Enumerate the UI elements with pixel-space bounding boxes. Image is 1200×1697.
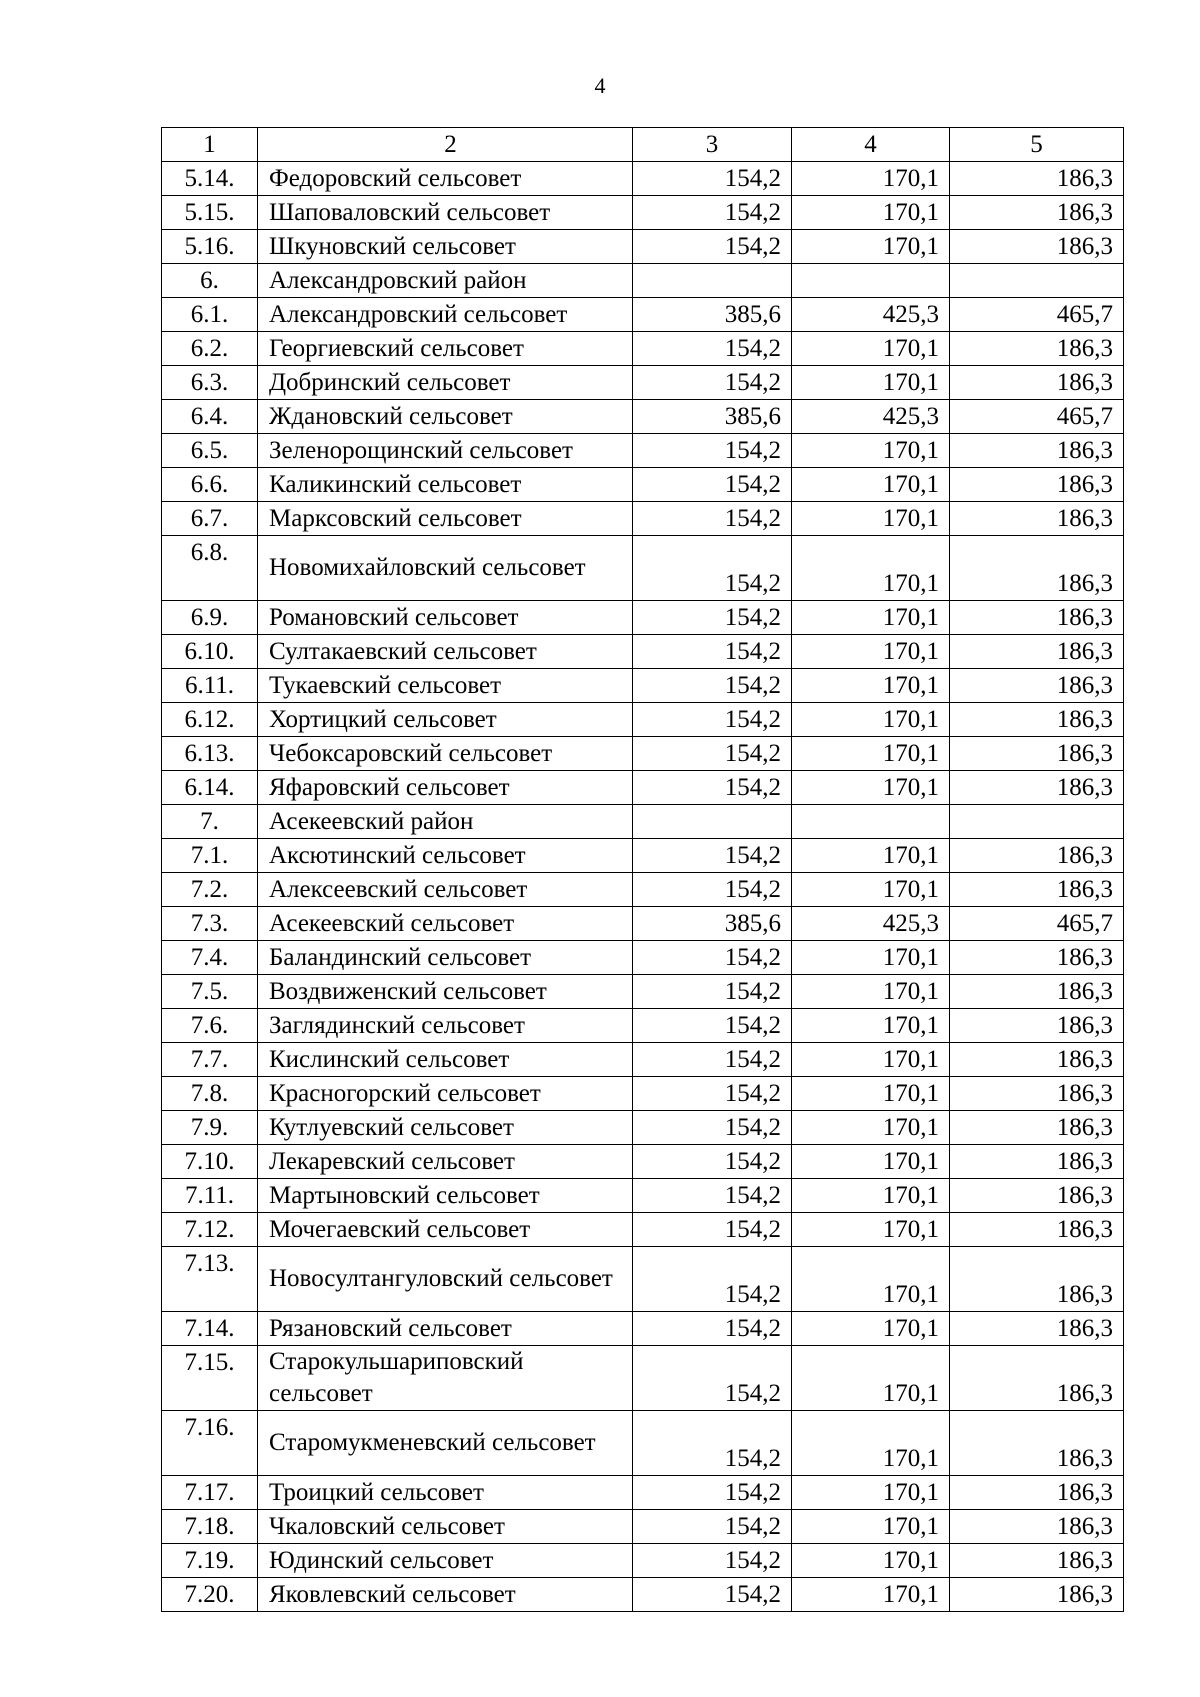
row-number-cell: 7.5.	[162, 975, 258, 1009]
row-value-3-cell: 154,2	[633, 536, 792, 601]
row-value-3-cell: 154,2	[633, 703, 792, 737]
row-name-cell: Асекеевский район	[258, 805, 633, 839]
table-row	[162, 1111, 1124, 1145]
row-number-cell: 7.6.	[162, 1009, 258, 1043]
row-number-cell: 7.15.	[162, 1346, 258, 1411]
row-name-cell: Георгиевский сельсовет	[258, 332, 633, 366]
table-row	[162, 502, 1124, 536]
row-name-cell: Новомихайловский сельсовет	[258, 536, 633, 601]
row-number-cell: 5.14.	[162, 162, 258, 196]
row-name-cell: Асекеевский сельсовет	[258, 907, 633, 941]
data-table	[161, 127, 1124, 1612]
row-name-cell: Мочегаевский сельсовет	[258, 1213, 633, 1247]
row-number-cell: 6.1.	[162, 298, 258, 332]
row-number-cell: 6.14.	[162, 771, 258, 805]
table-row	[162, 703, 1124, 737]
row-number-cell: 5.16.	[162, 230, 258, 264]
row-value-3-cell: 154,2	[633, 230, 792, 264]
row-value-4-cell	[792, 805, 950, 839]
row-value-3-cell: 154,2	[633, 502, 792, 536]
row-value-4-cell: 425,3	[792, 400, 950, 434]
table-row	[162, 1145, 1124, 1179]
row-name-cell: Каликинский сельсовет	[258, 468, 633, 502]
row-value-5-cell: 465,7	[950, 298, 1124, 332]
row-value-3-cell: 154,2	[633, 1510, 792, 1544]
row-value-4-cell: 170,1	[792, 196, 950, 230]
row-value-3-cell: 154,2	[633, 366, 792, 400]
row-value-4-cell: 170,1	[792, 1578, 950, 1612]
row-value-5-cell: 186,3	[950, 196, 1124, 230]
row-value-3-cell: 154,2	[633, 1411, 792, 1476]
row-value-3-cell: 154,2	[633, 332, 792, 366]
row-value-5-cell: 186,3	[950, 635, 1124, 669]
table-row	[162, 1578, 1124, 1612]
table-row	[162, 264, 1124, 298]
row-number-cell: 6.9.	[162, 601, 258, 635]
table-row	[162, 907, 1124, 941]
row-value-3-cell: 154,2	[633, 839, 792, 873]
row-value-3-cell: 154,2	[633, 196, 792, 230]
table-body	[162, 128, 1124, 1612]
row-value-4-cell: 170,1	[792, 601, 950, 635]
row-value-4-cell: 170,1	[792, 1346, 950, 1411]
row-name-cell: Александровский район	[258, 264, 633, 298]
row-value-5-cell: 186,3	[950, 975, 1124, 1009]
row-value-5-cell: 186,3	[950, 1213, 1124, 1247]
table-row	[162, 1476, 1124, 1510]
row-name-cell: Чебоксаровский сельсовет	[258, 737, 633, 771]
row-name-cell: Старокульшариповский сельсовет	[258, 1346, 633, 1411]
row-name-cell: Кутлуевский сельсовет	[258, 1111, 633, 1145]
row-value-5-cell: 186,3	[950, 1179, 1124, 1213]
row-value-5-cell: 186,3	[950, 536, 1124, 601]
row-name-cell: Яфаровский сельсовет	[258, 771, 633, 805]
row-name-cell: Шкуновский сельсовет	[258, 230, 633, 264]
row-value-5-cell: 186,3	[950, 468, 1124, 502]
row-name-cell: Романовский сельсовет	[258, 601, 633, 635]
row-value-3-cell: 154,2	[633, 162, 792, 196]
row-value-3-cell: 154,2	[633, 771, 792, 805]
row-value-3-cell: 154,2	[633, 1145, 792, 1179]
row-value-3-cell: 154,2	[633, 1544, 792, 1578]
row-value-5-cell: 186,3	[950, 1544, 1124, 1578]
row-value-5-cell: 465,7	[950, 907, 1124, 941]
row-value-4-cell: 170,1	[792, 1544, 950, 1578]
header-cell-3: 3	[633, 128, 792, 162]
row-value-4-cell: 170,1	[792, 1312, 950, 1346]
row-value-5-cell: 186,3	[950, 1111, 1124, 1145]
row-name-cell: Шаповаловский сельсовет	[258, 196, 633, 230]
table-row	[162, 1510, 1124, 1544]
row-value-4-cell: 170,1	[792, 230, 950, 264]
row-name-cell: Марксовский сельсовет	[258, 502, 633, 536]
row-value-3-cell: 154,2	[633, 1077, 792, 1111]
row-value-4-cell: 170,1	[792, 635, 950, 669]
row-value-4-cell: 170,1	[792, 434, 950, 468]
row-number-cell: 7.17.	[162, 1476, 258, 1510]
row-number-cell: 7.13.	[162, 1247, 258, 1312]
table-row	[162, 601, 1124, 635]
row-value-3-cell: 154,2	[633, 1346, 792, 1411]
table-row	[162, 1312, 1124, 1346]
row-number-cell: 6.13.	[162, 737, 258, 771]
table-row	[162, 400, 1124, 434]
row-value-4-cell: 170,1	[792, 1213, 950, 1247]
row-value-3-cell: 154,2	[633, 1179, 792, 1213]
header-cell-5: 5	[950, 128, 1124, 162]
row-value-5-cell: 186,3	[950, 601, 1124, 635]
row-value-5-cell: 186,3	[950, 1043, 1124, 1077]
row-number-cell: 6.12.	[162, 703, 258, 737]
row-value-4-cell: 170,1	[792, 502, 950, 536]
row-value-5-cell: 186,3	[950, 873, 1124, 907]
table-row	[162, 1213, 1124, 1247]
row-value-5-cell: 186,3	[950, 1578, 1124, 1612]
row-value-5-cell: 186,3	[950, 1009, 1124, 1043]
row-value-5-cell: 186,3	[950, 502, 1124, 536]
row-value-4-cell: 170,1	[792, 332, 950, 366]
row-value-3-cell: 154,2	[633, 737, 792, 771]
row-value-5-cell: 186,3	[950, 839, 1124, 873]
row-value-4-cell: 170,1	[792, 703, 950, 737]
row-value-4-cell: 170,1	[792, 941, 950, 975]
row-name-cell: Юдинский сельсовет	[258, 1544, 633, 1578]
row-number-cell: 6.5.	[162, 434, 258, 468]
row-value-3-cell: 154,2	[633, 1213, 792, 1247]
row-value-5-cell	[950, 264, 1124, 298]
row-number-cell: 7.10.	[162, 1145, 258, 1179]
table-row	[162, 941, 1124, 975]
row-value-4-cell: 170,1	[792, 366, 950, 400]
row-number-cell: 7.4.	[162, 941, 258, 975]
row-value-5-cell: 186,3	[950, 1077, 1124, 1111]
row-name-cell: Мартыновский сельсовет	[258, 1179, 633, 1213]
row-name-cell: Троицкий сельсовет	[258, 1476, 633, 1510]
row-value-3-cell	[633, 264, 792, 298]
row-value-5-cell	[950, 805, 1124, 839]
row-value-4-cell: 170,1	[792, 1476, 950, 1510]
row-name-cell: Заглядинский сельсовет	[258, 1009, 633, 1043]
row-value-4-cell: 170,1	[792, 468, 950, 502]
row-value-3-cell: 154,2	[633, 1043, 792, 1077]
row-value-3-cell: 154,2	[633, 873, 792, 907]
row-value-3-cell: 154,2	[633, 669, 792, 703]
row-number-cell: 7.20.	[162, 1578, 258, 1612]
table-row	[162, 1077, 1124, 1111]
row-value-4-cell: 170,1	[792, 1179, 950, 1213]
row-number-cell: 6.3.	[162, 366, 258, 400]
row-number-cell: 7.16.	[162, 1411, 258, 1476]
row-name-cell: Яковлевский сельсовет	[258, 1578, 633, 1612]
row-value-5-cell: 186,3	[950, 1411, 1124, 1476]
row-value-3-cell: 385,6	[633, 400, 792, 434]
row-value-5-cell: 186,3	[950, 1476, 1124, 1510]
row-value-5-cell: 186,3	[950, 366, 1124, 400]
row-value-4-cell: 170,1	[792, 536, 950, 601]
row-number-cell: 7.8.	[162, 1077, 258, 1111]
row-name-cell: Хортицкий сельсовет	[258, 703, 633, 737]
table-row	[162, 839, 1124, 873]
table-row	[162, 771, 1124, 805]
row-value-3-cell: 154,2	[633, 601, 792, 635]
row-value-4-cell: 425,3	[792, 298, 950, 332]
row-value-4-cell: 170,1	[792, 737, 950, 771]
row-value-3-cell: 154,2	[633, 1247, 792, 1312]
row-value-4-cell: 170,1	[792, 1411, 950, 1476]
row-name-cell: Алексеевский сельсовет	[258, 873, 633, 907]
table-row	[162, 669, 1124, 703]
row-value-5-cell: 465,7	[950, 400, 1124, 434]
row-value-4-cell: 170,1	[792, 975, 950, 1009]
row-name-cell: Зеленорощинский сельсовет	[258, 434, 633, 468]
row-value-5-cell: 186,3	[950, 941, 1124, 975]
row-number-cell: 7.2.	[162, 873, 258, 907]
row-value-4-cell: 425,3	[792, 907, 950, 941]
table-row	[162, 737, 1124, 771]
header-cell-2: 2	[258, 128, 633, 162]
header-cell-1: 1	[162, 128, 258, 162]
row-number-cell: 7.9.	[162, 1111, 258, 1145]
table-row	[162, 1247, 1124, 1312]
table-row	[162, 332, 1124, 366]
table-row	[162, 1544, 1124, 1578]
row-value-3-cell: 154,2	[633, 941, 792, 975]
table-row	[162, 536, 1124, 601]
row-number-cell: 7.7.	[162, 1043, 258, 1077]
table-row	[162, 1346, 1124, 1411]
table-row	[162, 1009, 1124, 1043]
row-value-3-cell: 154,2	[633, 1312, 792, 1346]
row-name-cell: Федоровский сельсовет	[258, 162, 633, 196]
row-value-5-cell: 186,3	[950, 737, 1124, 771]
row-name-cell: Чкаловский сельсовет	[258, 1510, 633, 1544]
row-value-4-cell: 170,1	[792, 1247, 950, 1312]
row-value-4-cell: 170,1	[792, 771, 950, 805]
row-number-cell: 6.10.	[162, 635, 258, 669]
row-value-4-cell: 170,1	[792, 839, 950, 873]
row-value-3-cell	[633, 805, 792, 839]
table-row	[162, 635, 1124, 669]
row-number-cell: 6.7.	[162, 502, 258, 536]
row-value-3-cell: 154,2	[633, 434, 792, 468]
table-row	[162, 196, 1124, 230]
row-value-4-cell: 170,1	[792, 1510, 950, 1544]
table-row	[162, 162, 1124, 196]
row-name-cell: Старомукменевский сельсовет	[258, 1411, 633, 1476]
row-value-4-cell: 170,1	[792, 1145, 950, 1179]
row-number-cell: 7.19.	[162, 1544, 258, 1578]
row-value-4-cell: 170,1	[792, 669, 950, 703]
row-number-cell: 6.8.	[162, 536, 258, 601]
row-value-3-cell: 154,2	[633, 468, 792, 502]
row-value-5-cell: 186,3	[950, 1247, 1124, 1312]
row-value-5-cell: 186,3	[950, 1346, 1124, 1411]
row-number-cell: 7.	[162, 805, 258, 839]
row-value-5-cell: 186,3	[950, 669, 1124, 703]
row-number-cell: 5.15.	[162, 196, 258, 230]
row-number-cell: 6.11.	[162, 669, 258, 703]
row-value-4-cell: 170,1	[792, 162, 950, 196]
row-number-cell: 6.	[162, 264, 258, 298]
table-row	[162, 434, 1124, 468]
table-row	[162, 1179, 1124, 1213]
row-value-3-cell: 154,2	[633, 635, 792, 669]
header-cell-4: 4	[792, 128, 950, 162]
table-row	[162, 1043, 1124, 1077]
row-name-cell: Аксютинский сельсовет	[258, 839, 633, 873]
row-name-cell: Рязановский сельсовет	[258, 1312, 633, 1346]
row-number-cell: 7.1.	[162, 839, 258, 873]
table-row	[162, 1411, 1124, 1476]
row-value-4-cell: 170,1	[792, 1077, 950, 1111]
row-value-4-cell: 170,1	[792, 873, 950, 907]
table-row	[162, 805, 1124, 839]
row-number-cell: 7.14.	[162, 1312, 258, 1346]
row-name-cell: Новосултангуловский сельсовет	[258, 1247, 633, 1312]
row-value-3-cell: 385,6	[633, 298, 792, 332]
row-number-cell: 7.3.	[162, 907, 258, 941]
row-value-4-cell: 170,1	[792, 1111, 950, 1145]
row-value-5-cell: 186,3	[950, 162, 1124, 196]
row-value-4-cell: 170,1	[792, 1043, 950, 1077]
row-value-3-cell: 154,2	[633, 975, 792, 1009]
row-name-cell: Тукаевский сельсовет	[258, 669, 633, 703]
row-value-4-cell	[792, 264, 950, 298]
table-header-row	[162, 128, 1124, 162]
row-number-cell: 6.6.	[162, 468, 258, 502]
table-row	[162, 230, 1124, 264]
row-number-cell: 7.12.	[162, 1213, 258, 1247]
row-value-5-cell: 186,3	[950, 230, 1124, 264]
row-name-cell: Александровский сельсовет	[258, 298, 633, 332]
row-value-5-cell: 186,3	[950, 332, 1124, 366]
row-number-cell: 6.4.	[162, 400, 258, 434]
row-name-cell: Султакаевский сельсовет	[258, 635, 633, 669]
row-name-cell: Баландинский сельсовет	[258, 941, 633, 975]
table-row	[162, 366, 1124, 400]
row-value-3-cell: 385,6	[633, 907, 792, 941]
row-number-cell: 7.11.	[162, 1179, 258, 1213]
row-number-cell: 6.2.	[162, 332, 258, 366]
row-value-5-cell: 186,3	[950, 1312, 1124, 1346]
row-value-5-cell: 186,3	[950, 1510, 1124, 1544]
row-name-cell: Кислинский сельсовет	[258, 1043, 633, 1077]
row-name-cell: Лекаревский сельсовет	[258, 1145, 633, 1179]
row-value-3-cell: 154,2	[633, 1111, 792, 1145]
row-value-5-cell: 186,3	[950, 1145, 1124, 1179]
row-value-5-cell: 186,3	[950, 771, 1124, 805]
row-value-3-cell: 154,2	[633, 1476, 792, 1510]
table-row	[162, 468, 1124, 502]
row-name-cell: Воздвиженский сельсовет	[258, 975, 633, 1009]
row-value-4-cell: 170,1	[792, 1009, 950, 1043]
page-number: 4	[594, 73, 606, 98]
table-row	[162, 873, 1124, 907]
row-name-cell: Ждановский сельсовет	[258, 400, 633, 434]
row-name-cell: Добринский сельсовет	[258, 366, 633, 400]
table-row	[162, 975, 1124, 1009]
row-value-3-cell: 154,2	[633, 1578, 792, 1612]
row-number-cell: 7.18.	[162, 1510, 258, 1544]
row-name-cell: Красногорский сельсовет	[258, 1077, 633, 1111]
table-row	[162, 298, 1124, 332]
row-value-5-cell: 186,3	[950, 703, 1124, 737]
row-value-5-cell: 186,3	[950, 434, 1124, 468]
row-value-3-cell: 154,2	[633, 1009, 792, 1043]
